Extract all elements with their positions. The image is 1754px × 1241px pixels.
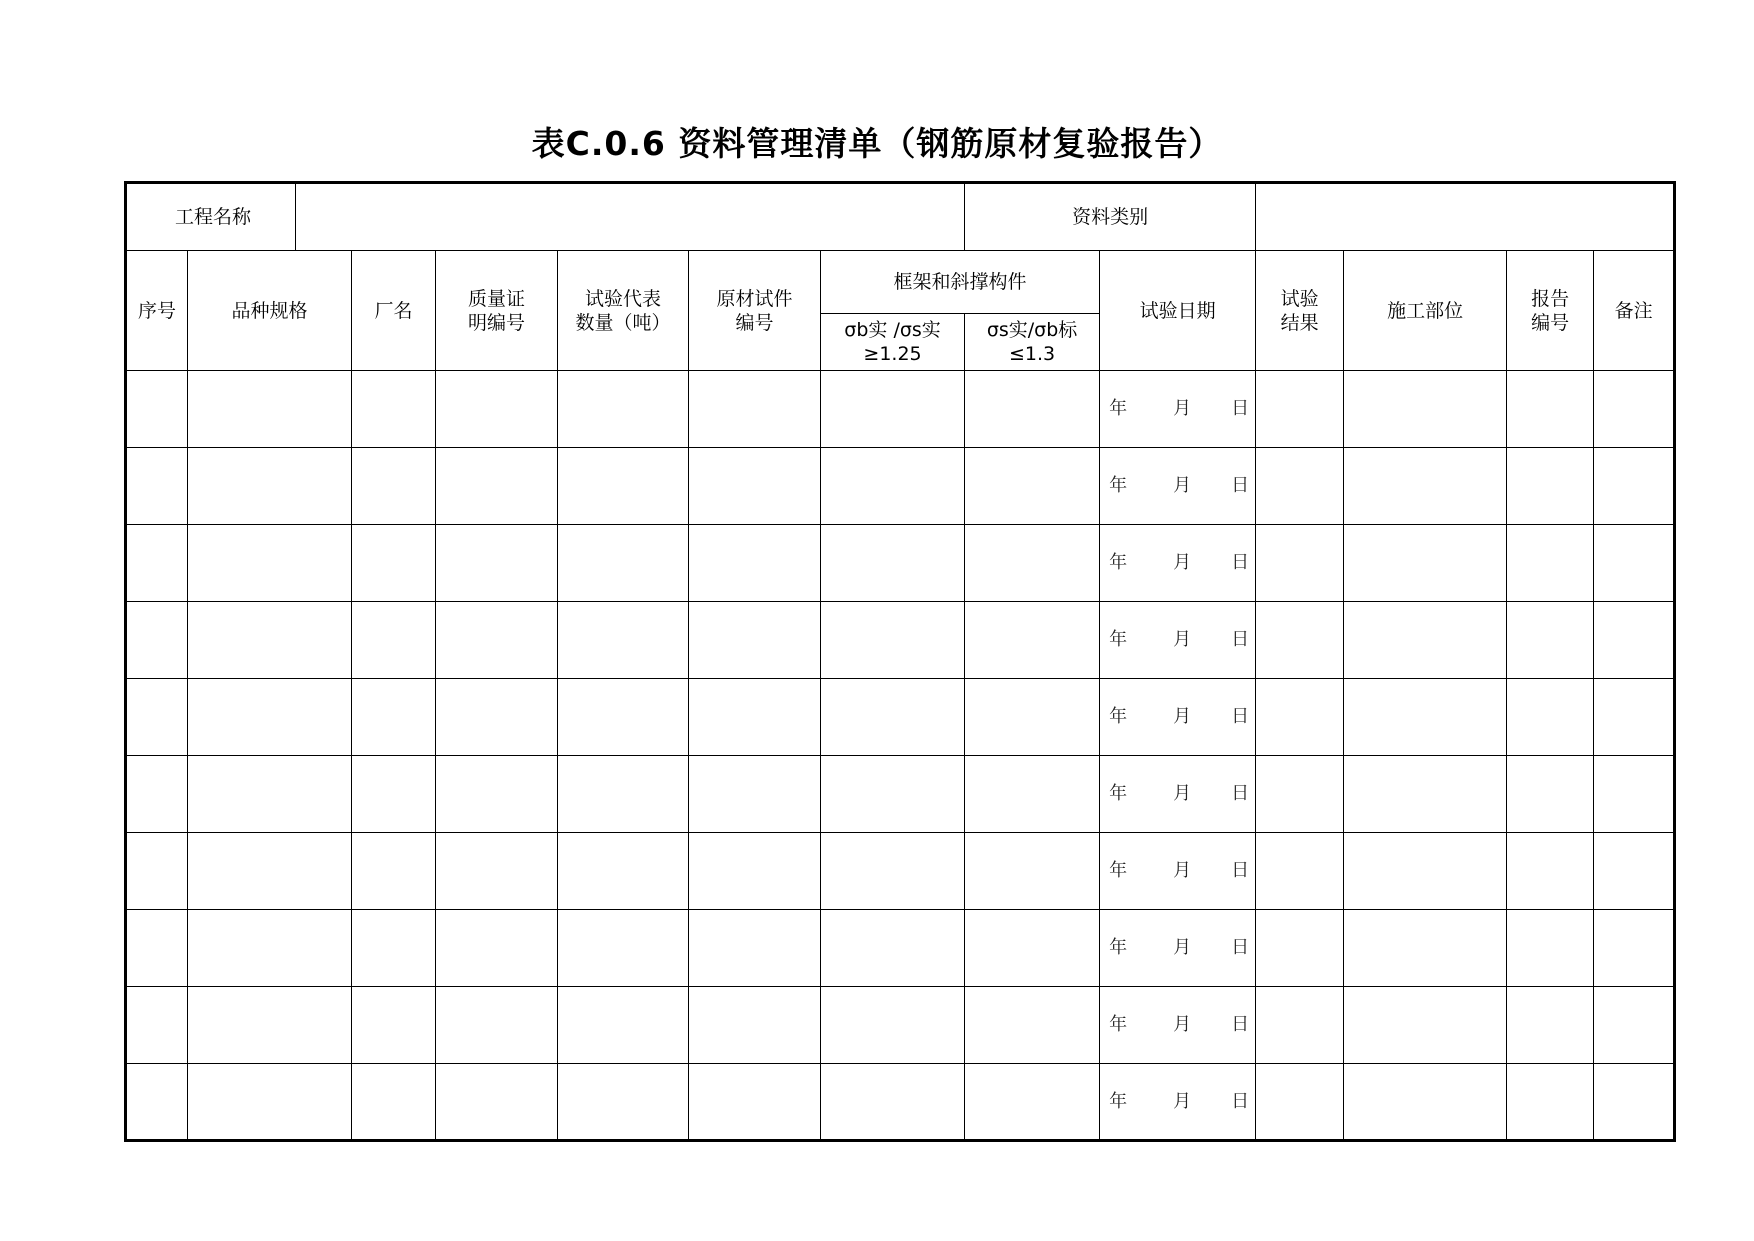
cell-result[interactable] (1256, 448, 1344, 525)
project-name-label: 工程名称 (126, 183, 296, 251)
cell-factory[interactable] (352, 448, 436, 525)
cell-result[interactable] (1256, 371, 1344, 448)
cell-report[interactable] (1507, 371, 1594, 448)
cell-factory[interactable] (352, 679, 436, 756)
cell-spec[interactable] (188, 679, 352, 756)
table-row (126, 448, 1675, 525)
cell-test-date[interactable] (1100, 756, 1256, 833)
cell-qty[interactable] (558, 987, 689, 1064)
date-month: 月 (1173, 706, 1192, 727)
cell-cert[interactable] (436, 756, 558, 833)
cell-remark[interactable] (1594, 910, 1675, 987)
cell-qty[interactable] (558, 679, 689, 756)
cell-seq[interactable] (126, 602, 188, 679)
cell-spec[interactable] (188, 1064, 352, 1141)
cell-factory[interactable] (352, 833, 436, 910)
document-title: 表C.0.6 资料管理清单（钢筋原材复验报告） (531, 124, 1223, 163)
cell-remark[interactable] (1594, 987, 1675, 1064)
cell-location[interactable] (1344, 756, 1507, 833)
table-row (126, 833, 1675, 910)
cell-ratio2[interactable] (965, 1064, 1100, 1141)
cell-report[interactable] (1507, 602, 1594, 679)
cell-test-date[interactable] (1100, 448, 1256, 525)
cell-test-date[interactable] (1100, 525, 1256, 602)
cell-spec[interactable] (188, 910, 352, 987)
cell-qty[interactable] (558, 1064, 689, 1141)
cell-qty[interactable] (558, 602, 689, 679)
cell-remark[interactable] (1594, 756, 1675, 833)
cell-remark[interactable] (1594, 525, 1675, 602)
col-location: 施工部位 (1344, 251, 1507, 371)
cell-ratio1[interactable] (821, 371, 965, 448)
cell-seq[interactable] (126, 679, 188, 756)
date-day: 日 (1231, 1090, 1250, 1112)
cell-ratio1[interactable] (821, 910, 965, 987)
cell-seq[interactable] (126, 371, 188, 448)
cell-ratio2[interactable] (965, 525, 1100, 602)
cell-location[interactable] (1344, 371, 1507, 448)
date-month: 月 (1173, 629, 1192, 650)
date-year: 年 (1109, 475, 1128, 496)
cell-result[interactable] (1256, 756, 1344, 833)
cell-factory[interactable] (352, 525, 436, 602)
cell-ratio1[interactable] (821, 602, 965, 679)
date-day: 日 (1231, 706, 1250, 727)
table-row (126, 1064, 1675, 1141)
cell-cert[interactable] (436, 448, 558, 525)
cell-cert[interactable] (436, 679, 558, 756)
col-frame-group: 框架和斜撑构件 (821, 251, 1100, 314)
cell-location[interactable] (1344, 910, 1507, 987)
col-ratio-tensile-yield: σb实 /σs实 ≥1.25 (821, 314, 965, 371)
cell-seq[interactable] (126, 1064, 188, 1141)
col-seq: 序号 (126, 251, 188, 371)
cell-location[interactable] (1344, 1064, 1507, 1141)
cell-report[interactable] (1507, 448, 1594, 525)
date-day: 日 (1231, 860, 1250, 881)
col-ratio-yield-standard: σs实/σb标 ≤1.3 (965, 314, 1100, 371)
cell-result[interactable] (1256, 602, 1344, 679)
col-qty: 试验代表 数量（吨） (558, 251, 689, 371)
cell-location[interactable] (1344, 448, 1507, 525)
date-day: 日 (1231, 1014, 1250, 1035)
table-row (126, 910, 1675, 987)
cell-location[interactable] (1344, 602, 1507, 679)
cell-seq[interactable] (126, 833, 188, 910)
date-year: 年 (1109, 860, 1128, 881)
cell-qty[interactable] (558, 910, 689, 987)
cell-sample[interactable] (689, 833, 821, 910)
cell-sample[interactable] (689, 987, 821, 1064)
project-info-row (126, 183, 1675, 251)
cell-qty[interactable] (558, 371, 689, 448)
date-month: 月 (1173, 552, 1192, 573)
cell-sample[interactable] (689, 602, 821, 679)
cell-spec[interactable] (188, 756, 352, 833)
date-year: 年 (1109, 1090, 1128, 1112)
cell-factory[interactable] (352, 1064, 436, 1141)
cell-remark[interactable] (1594, 833, 1675, 910)
cell-sample[interactable] (689, 448, 821, 525)
cell-report[interactable] (1507, 910, 1594, 987)
material-list-table (124, 181, 1676, 1142)
cell-factory[interactable] (352, 910, 436, 987)
cell-spec[interactable] (188, 448, 352, 525)
cell-location[interactable] (1344, 987, 1507, 1064)
cell-test-date[interactable] (1100, 602, 1256, 679)
cell-ratio1[interactable] (821, 1064, 965, 1141)
cell-sample[interactable] (689, 1064, 821, 1141)
date-month: 月 (1173, 475, 1192, 496)
cell-remark[interactable] (1594, 679, 1675, 756)
cell-sample[interactable] (689, 525, 821, 602)
date-month: 月 (1173, 398, 1192, 419)
cell-ratio2[interactable] (965, 679, 1100, 756)
cell-test-date[interactable] (1100, 371, 1256, 448)
table-row (126, 525, 1675, 602)
date-day: 日 (1231, 398, 1250, 419)
cell-result[interactable] (1256, 525, 1344, 602)
cell-ratio1[interactable] (821, 987, 965, 1064)
cell-qty[interactable] (558, 448, 689, 525)
cell-result[interactable] (1256, 833, 1344, 910)
cell-ratio2[interactable] (965, 987, 1100, 1064)
cell-remark[interactable] (1594, 1064, 1675, 1141)
cell-location[interactable] (1344, 525, 1507, 602)
cell-spec[interactable] (188, 371, 352, 448)
col-spec: 品种规格 (188, 251, 352, 371)
date-day: 日 (1231, 937, 1250, 958)
cell-ratio2[interactable] (965, 833, 1100, 910)
date-month: 月 (1173, 1014, 1192, 1035)
cell-spec[interactable] (188, 525, 352, 602)
col-result: 试验 结果 (1256, 251, 1344, 371)
cell-cert[interactable] (436, 602, 558, 679)
cell-factory[interactable] (352, 987, 436, 1064)
category-field[interactable] (1256, 183, 1675, 251)
cell-ratio2[interactable] (965, 371, 1100, 448)
date-year: 年 (1109, 937, 1128, 958)
col-report: 报告 编号 (1507, 251, 1594, 371)
cell-location[interactable] (1344, 679, 1507, 756)
cell-spec[interactable] (188, 602, 352, 679)
cell-factory[interactable] (352, 371, 436, 448)
cell-result[interactable] (1256, 987, 1344, 1064)
col-factory: 厂名 (352, 251, 436, 371)
cell-seq[interactable] (126, 756, 188, 833)
cell-ratio1[interactable] (821, 525, 965, 602)
cell-seq[interactable] (126, 448, 188, 525)
cell-cert[interactable] (436, 525, 558, 602)
cell-ratio2[interactable] (965, 756, 1100, 833)
cell-sample[interactable] (689, 679, 821, 756)
cell-factory[interactable] (352, 602, 436, 679)
cell-spec[interactable] (188, 833, 352, 910)
cell-test-date[interactable] (1100, 679, 1256, 756)
cell-seq[interactable] (126, 987, 188, 1064)
cell-report[interactable] (1507, 525, 1594, 602)
cell-report[interactable] (1507, 833, 1594, 910)
cell-report[interactable] (1507, 679, 1594, 756)
table-row (126, 987, 1675, 1064)
date-day: 日 (1231, 629, 1250, 650)
cell-test-date[interactable] (1100, 910, 1256, 987)
cell-qty[interactable] (558, 833, 689, 910)
cell-sample[interactable] (689, 910, 821, 987)
cell-ratio2[interactable] (965, 602, 1100, 679)
date-year: 年 (1109, 552, 1128, 573)
table-row (126, 371, 1675, 448)
date-year: 年 (1109, 1014, 1128, 1035)
cell-cert[interactable] (436, 987, 558, 1064)
cell-cert[interactable] (436, 910, 558, 987)
table-row (126, 756, 1675, 833)
cell-test-date[interactable] (1100, 987, 1256, 1064)
date-day: 日 (1231, 552, 1250, 573)
cell-report[interactable] (1507, 1064, 1594, 1141)
cell-test-date[interactable] (1100, 1064, 1256, 1141)
cell-remark[interactable] (1594, 448, 1675, 525)
cell-ratio2[interactable] (965, 910, 1100, 987)
cell-location[interactable] (1344, 833, 1507, 910)
cell-result[interactable] (1256, 679, 1344, 756)
col-test-date: 试验日期 (1100, 251, 1256, 371)
cell-cert[interactable] (436, 833, 558, 910)
cell-qty[interactable] (558, 756, 689, 833)
cell-ratio1[interactable] (821, 756, 965, 833)
cell-seq[interactable] (126, 525, 188, 602)
cell-cert[interactable] (436, 1064, 558, 1141)
cell-qty[interactable] (558, 525, 689, 602)
cell-factory[interactable] (352, 756, 436, 833)
cell-ratio1[interactable] (821, 679, 965, 756)
date-day: 日 (1231, 783, 1250, 804)
col-remark: 备注 (1594, 251, 1675, 371)
date-month: 月 (1173, 1090, 1192, 1112)
date-month: 月 (1173, 783, 1192, 804)
cell-cert[interactable] (436, 371, 558, 448)
date-month: 月 (1173, 937, 1192, 958)
cell-test-date[interactable] (1100, 833, 1256, 910)
cell-spec[interactable] (188, 987, 352, 1064)
date-year: 年 (1109, 398, 1128, 419)
date-year: 年 (1109, 629, 1128, 650)
cell-remark[interactable] (1594, 602, 1675, 679)
table-row (126, 679, 1675, 756)
date-year: 年 (1109, 706, 1128, 727)
cell-ratio1[interactable] (821, 833, 965, 910)
cell-result[interactable] (1256, 910, 1344, 987)
project-name-field[interactable] (296, 183, 965, 251)
date-year: 年 (1109, 783, 1128, 804)
date-month: 月 (1173, 860, 1192, 881)
cell-sample[interactable] (689, 371, 821, 448)
date-day: 日 (1231, 475, 1250, 496)
category-label: 资料类别 (965, 183, 1256, 251)
col-sample: 原材试件 编号 (689, 251, 821, 371)
cell-remark[interactable] (1594, 371, 1675, 448)
cell-ratio1[interactable] (821, 448, 965, 525)
cell-sample[interactable] (689, 756, 821, 833)
col-cert: 质量证 明编号 (436, 251, 558, 371)
column-header-row-1 (126, 251, 1675, 314)
cell-result[interactable] (1256, 1064, 1344, 1141)
cell-ratio2[interactable] (965, 448, 1100, 525)
cell-report[interactable] (1507, 987, 1594, 1064)
table-row (126, 602, 1675, 679)
cell-report[interactable] (1507, 756, 1594, 833)
cell-seq[interactable] (126, 910, 188, 987)
